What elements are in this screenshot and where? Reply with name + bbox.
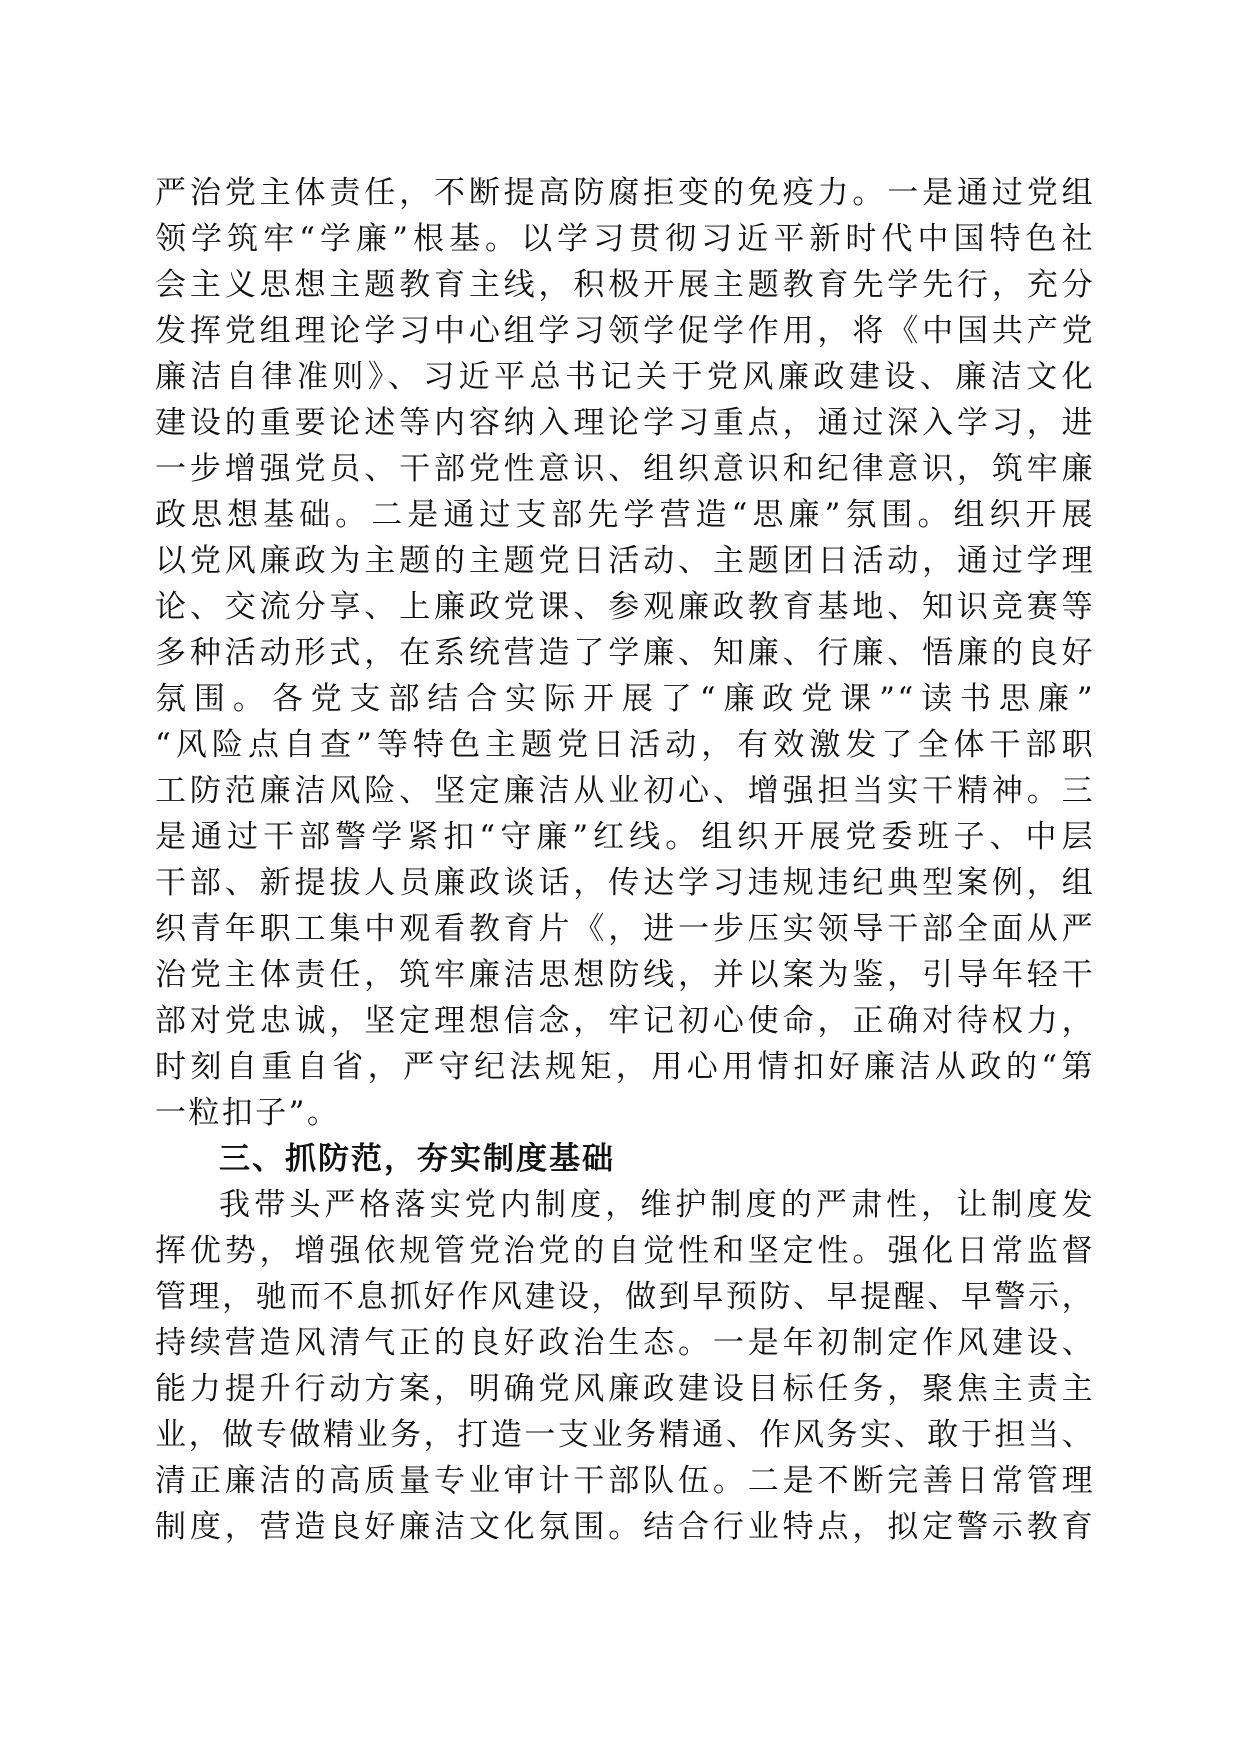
text-line: 一步增强党员、干部党性意识、组织意识和纪律意识，筑牢廉 [155, 451, 1095, 487]
text-line: 干部、新提拔人员廉政谈话，传达学习违规违纪典型案例，组 [155, 865, 1095, 901]
text-line: 政思想基础。二是通过支部先学营造“思廉”氛围。组织开展 [155, 497, 1095, 533]
text-line: 能力提升行动方案，明确党风廉政建设目标任务，聚焦主责主 [155, 1371, 1095, 1407]
document-body [155, 170, 1095, 1550]
text-line: 发挥党组理论学习中心组学习领学促学作用，将《中国共产党 [155, 313, 1095, 349]
text-line: 一粒扣子”。 [155, 1095, 341, 1131]
text-line: 论、交流分享、上廉政党课、参观廉政教育基地、知识竞赛等 [155, 589, 1095, 625]
text-line: 织青年职工集中观看教育片《，进一步压实领导干部全面从严 [155, 911, 1095, 947]
text-line: 制度，营造良好廉洁文化氛围。结合行业特点，拟定警示教育 [155, 1509, 1095, 1545]
text-line: 持续营造风清气正的良好政治生态。一是年初制定作风建设、 [155, 1325, 1095, 1361]
text-line: 工防范廉洁风险、坚定廉洁从业初心、增强担当实干精神。三 [155, 773, 1095, 809]
text-line: 建设的重要论述等内容纳入理论学习重点，通过深入学习，进 [155, 405, 1095, 441]
text-line: 以党风廉政为主题的主题党日活动、主题团日活动，通过学理 [155, 543, 1095, 579]
text-line: 时刻自重自省，严守纪法规矩，用心用情扣好廉洁从政的“第 [155, 1049, 1095, 1085]
text-line: 部对党忠诚，坚定理想信念，牢记初心使命，正确对待权力， [155, 1003, 1095, 1039]
text-line: 挥优势，增强依规管党治党的自觉性和坚定性。强化日常监督 [155, 1233, 1095, 1269]
text-line: 我带头严格落实党内制度，维护制度的严肃性，让制度发 [219, 1187, 1095, 1223]
section-heading: 三、抓防范，夯实制度基础 [219, 1141, 615, 1177]
text-line: 治党主体责任，筑牢廉洁思想防线，并以案为鉴，引导年轻干 [155, 957, 1095, 993]
text-line: 是通过干部警学紧扣“守廉”红线。组织开展党委班子、中层 [155, 819, 1095, 855]
text-line: 廉洁自律准则》、习近平总书记关于党风廉政建设、廉洁文化 [155, 359, 1095, 395]
paragraph-2 [155, 1182, 1095, 1550]
text-line: 管理，驰而不息抓好作风建设，做到早预防、早提醒、早警示， [155, 1279, 1095, 1315]
text-line: 多种活动形式，在系统营造了学廉、知廉、行廉、悟廉的良好 [155, 635, 1095, 671]
text-line: 业，做专做精业务，打造一支业务精通、作风务实、敢于担当、 [155, 1417, 1095, 1453]
text-line: 会主义思想主题教育主线，积极开展主题教育先学先行，充分 [155, 267, 1095, 303]
paragraph-1 [155, 170, 1095, 1136]
text-line: 清正廉洁的高质量专业审计干部队伍。二是不断完善日常管理 [155, 1463, 1095, 1499]
text-line: 领学筑牢“学廉”根基。以学习贯彻习近平新时代中国特色社 [155, 221, 1095, 257]
text-line: 严治党主体责任，不断提高防腐拒变的免疫力。一是通过党组 [155, 175, 1095, 211]
text-line: “风险点自查”等特色主题党日活动，有效激发了全体干部职 [155, 727, 1095, 763]
text-line: 氛围。各党支部结合实际开展了“廉政党课”“读书思廉” [155, 681, 1095, 717]
